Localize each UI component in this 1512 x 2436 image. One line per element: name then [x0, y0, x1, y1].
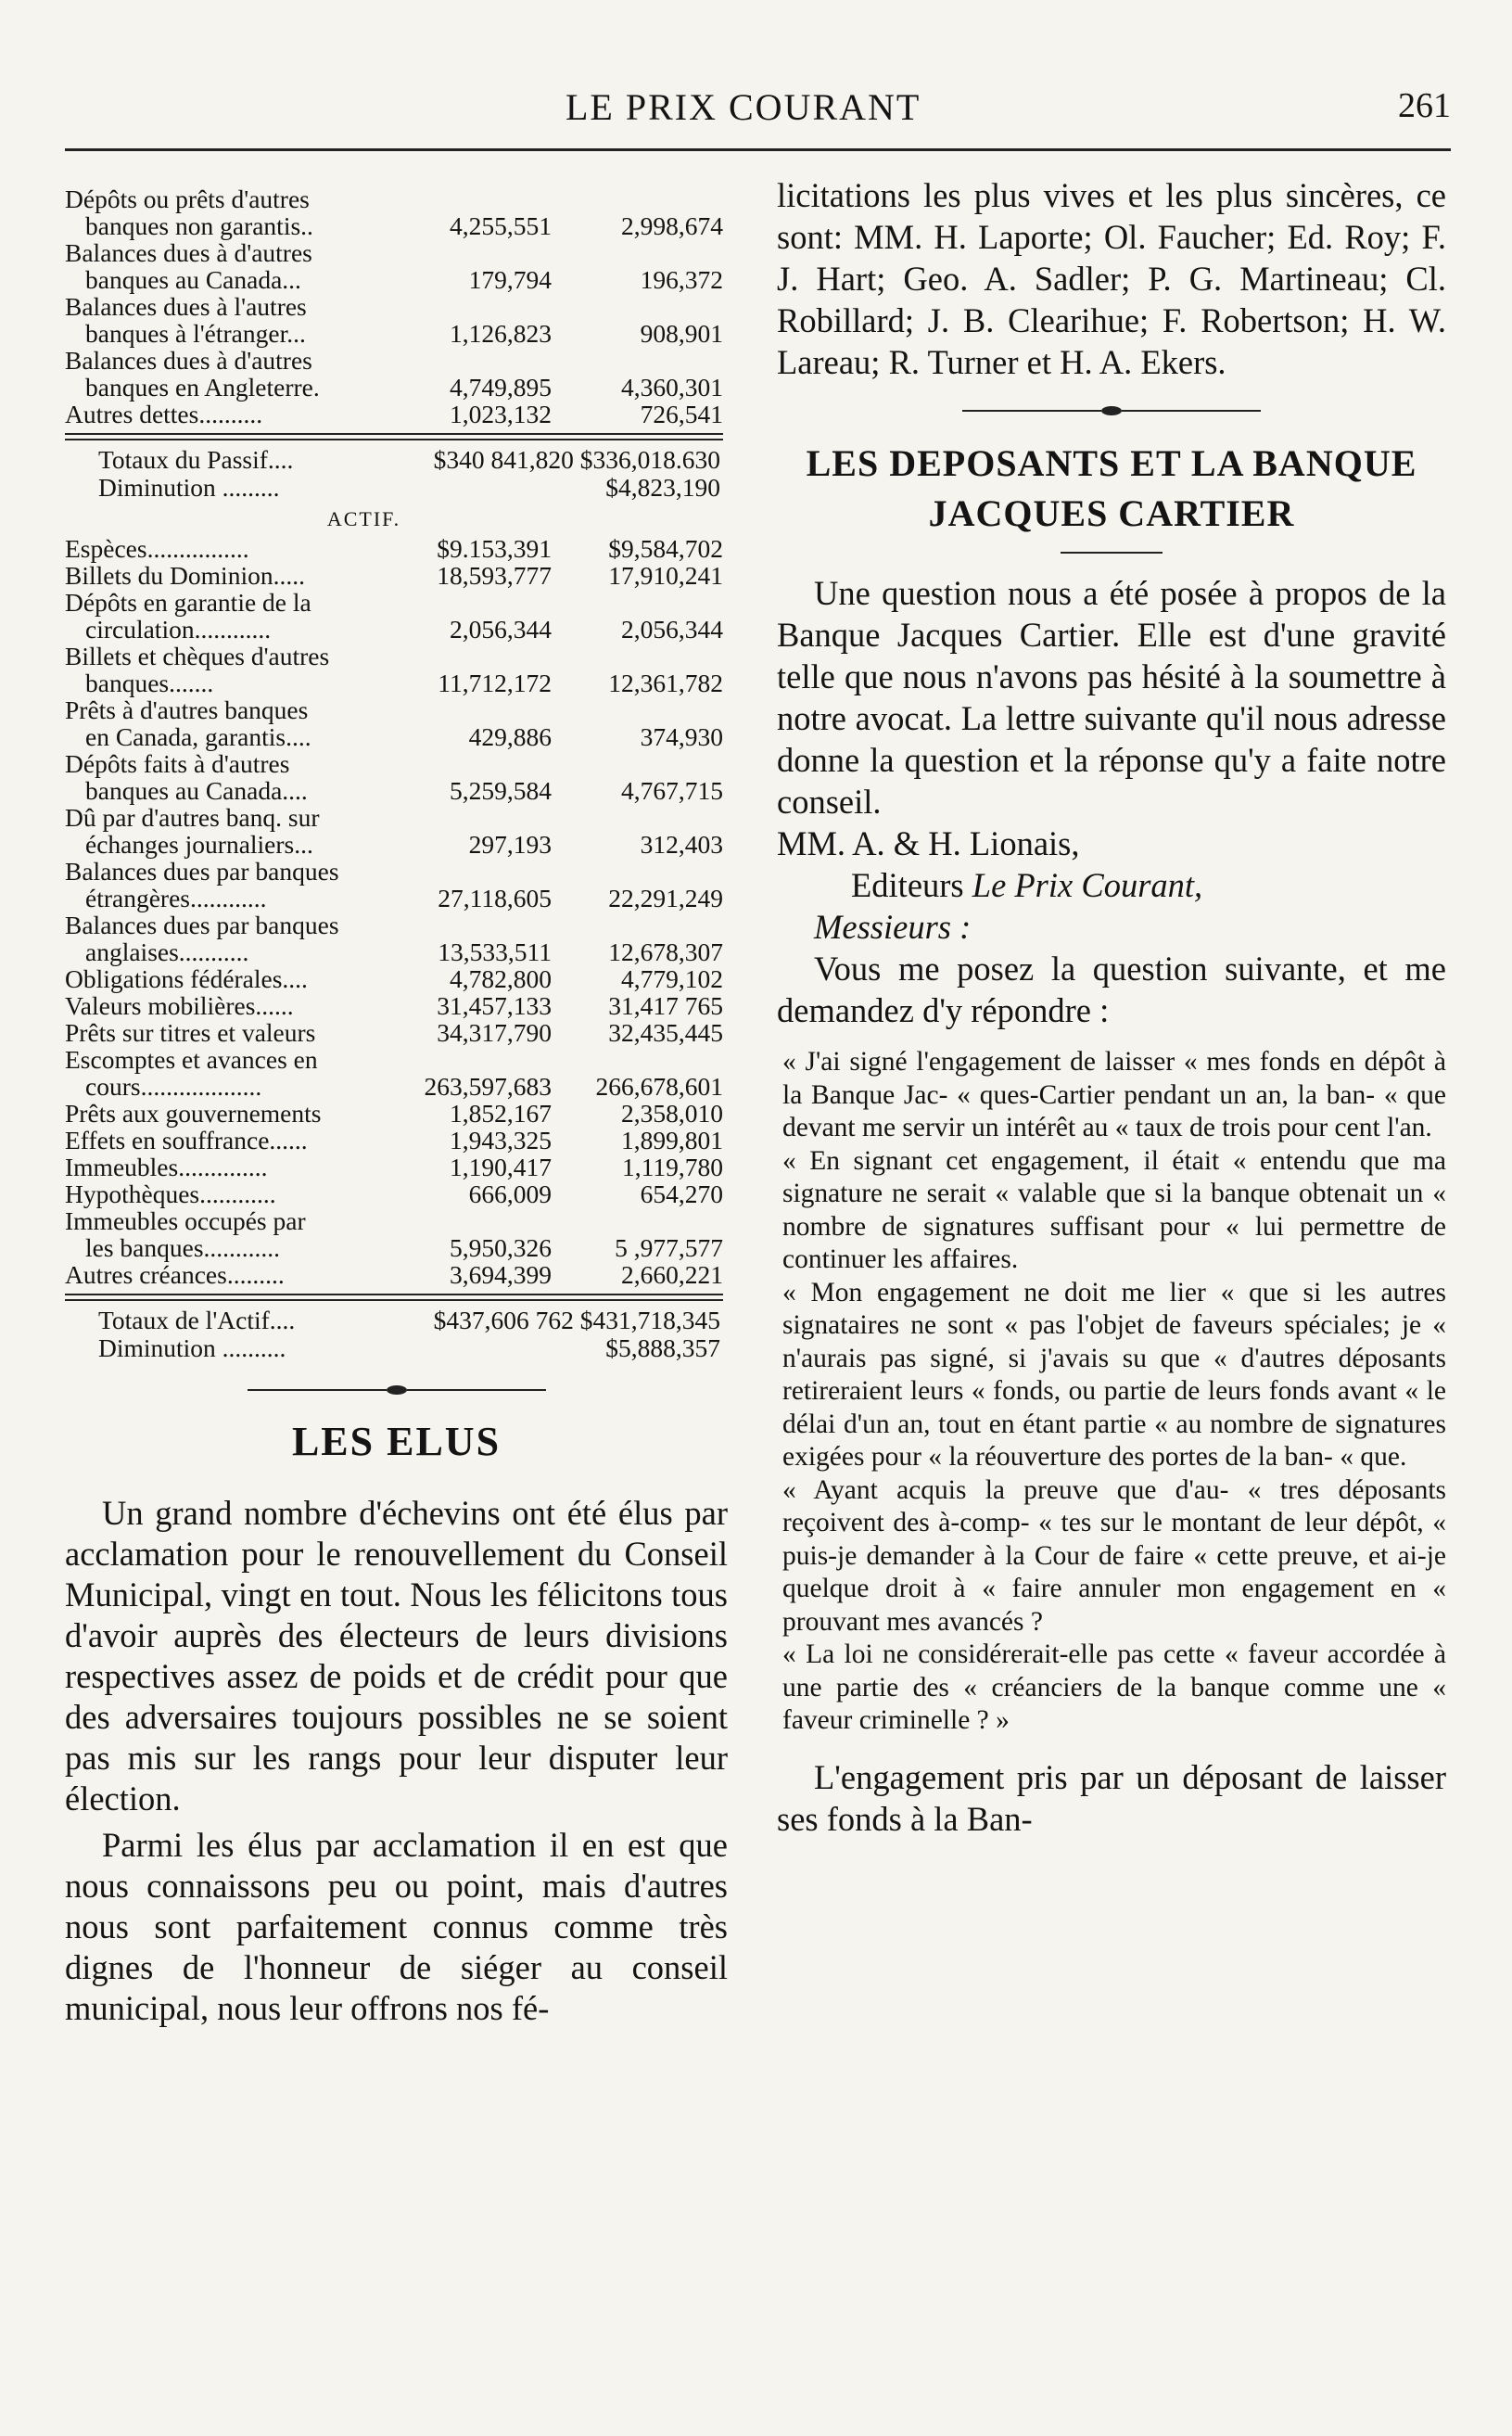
value-current: 2,056,344 [450, 615, 552, 644]
row-label-line: Prêts à d'autres banques [65, 695, 309, 724]
value-previous: 4,360,301 [621, 373, 723, 402]
value-previous: $9,584,702 [608, 534, 723, 563]
value-previous: 908,901 [640, 319, 723, 348]
value-current: 5,259,584 [450, 776, 552, 805]
actif-dim-label: Diminution .......... [98, 1333, 286, 1362]
row-label-line: Obligations fédérales.... [65, 964, 308, 993]
actif-row [65, 589, 728, 643]
ornament-divider [65, 1379, 728, 1401]
row-label-line: Autres dettes.......... [65, 400, 263, 428]
ornament-icon [1101, 406, 1122, 415]
actif-row [65, 804, 728, 858]
section-heading-deposants [777, 439, 1446, 539]
editeurs-title: Le Prix Courant, [972, 866, 1203, 904]
value-current: 263,597,683 [424, 1072, 552, 1101]
row-label [65, 535, 394, 562]
row-label [65, 992, 394, 1019]
ornament-icon [387, 1385, 407, 1395]
row-label-line: Balances dues par banques [65, 911, 339, 939]
value-current: 3,694,399 [450, 1260, 552, 1289]
value-current: 4,255,551 [450, 211, 552, 240]
row-label [65, 1019, 394, 1046]
actif-row [65, 992, 728, 1019]
row-label [65, 858, 394, 912]
short-rule [1061, 552, 1163, 554]
value-current: 5,950,326 [450, 1233, 552, 1262]
actif-row [65, 858, 728, 912]
row-label [65, 1261, 394, 1288]
row-label-line: Immeubles.............. [65, 1153, 268, 1181]
actif-dim-value: $5,888,357 [605, 1333, 720, 1362]
value-current: 1,126,823 [450, 319, 552, 348]
row-label [65, 239, 394, 293]
left-column [65, 185, 728, 2034]
actif-row [65, 965, 728, 992]
row-label [65, 185, 394, 239]
value-previous: 196,372 [640, 265, 723, 294]
editeurs-line [777, 864, 1446, 906]
quoted-letter [777, 1046, 1446, 1738]
row-label-line: Balances dues à d'autres [65, 238, 312, 267]
row-label [65, 1046, 394, 1100]
actif-row [65, 1100, 728, 1127]
passif-row [65, 239, 728, 293]
row-label-line: banques non garantis.. [85, 211, 313, 240]
actif-total-label: Totaux de l'Actif.... [98, 1306, 296, 1334]
total-rule [65, 1294, 723, 1301]
heading-line: JACQUES CARTIER [928, 492, 1295, 534]
row-label-line: Billets et chèques d'autres [65, 642, 330, 670]
value-current: 27,118,605 [438, 884, 552, 912]
addressee: MM. A. & H. Lionais, [777, 824, 1080, 862]
row-label-line: Effets en souffrance...... [65, 1126, 308, 1154]
row-label [65, 696, 394, 750]
total-rule [65, 433, 723, 440]
passif-total-value: $340 841,820 $336,018.630 [433, 445, 720, 474]
closing-body [777, 1756, 1446, 1840]
row-label [65, 1180, 394, 1207]
heading-line: LES DEPOSANTS ET LA BANQUE [806, 442, 1417, 484]
passif-dim-label: Diminution ......... [98, 473, 280, 502]
value-current: 429,886 [468, 722, 552, 751]
row-label-line: Prêts sur titres et valeurs [65, 1018, 316, 1047]
article-paragraph: Vous me posez la question suivante, et me demandez d'y répondre : [777, 950, 1446, 1029]
passif-row [65, 347, 728, 401]
actif-row [65, 1261, 728, 1288]
row-label [65, 562, 394, 589]
value-current: 4,782,800 [450, 964, 552, 993]
row-label-line: Espèces................ [65, 534, 249, 563]
value-current: 1,023,132 [450, 400, 552, 428]
row-label-line: Valeurs mobilières...... [65, 991, 294, 1020]
article-paragraph: L'engagement pris par un déposant de laisser ses fonds à la Ban- [777, 1757, 1446, 1838]
row-label-line: Immeubles occupés par [65, 1206, 306, 1235]
value-previous: 654,270 [640, 1180, 723, 1208]
actif-total [65, 1307, 728, 1334]
row-label [65, 1207, 394, 1261]
value-previous: 726,541 [640, 400, 723, 428]
actif-row [65, 1019, 728, 1046]
passif-row [65, 401, 728, 427]
value-current: 1,943,325 [450, 1126, 552, 1154]
row-label-line: banques à l'étranger... [85, 319, 306, 348]
row-label-line: Hypothèques............ [65, 1180, 276, 1208]
elus-paragraph: Parmi les élus par acclamation il en est que nous connaissons peu ou point, mais d'autres nous sont parfaitement connus comme très dignes de l'honneur de siéger au conseil municipal, nous leur offrons nos fé- [65, 1826, 728, 2027]
row-label-line: circulation............ [85, 615, 272, 644]
value-previous: 2,998,674 [621, 211, 723, 240]
value-current: 1,190,417 [450, 1153, 552, 1181]
value-previous: 22,291,249 [608, 884, 723, 912]
row-label [65, 347, 394, 401]
row-label [65, 804, 394, 858]
actif-row [65, 696, 728, 750]
row-label-line: banques au Canada... [85, 265, 301, 294]
actif-row [65, 750, 728, 804]
row-label-line: Dépôts ou prêts d'autres [65, 185, 310, 213]
salutation: Messieurs : [814, 908, 972, 946]
row-label-line: Dépôts en garantie de la [65, 588, 311, 617]
right-column [777, 174, 1446, 1840]
value-previous: 5 ,977,577 [615, 1233, 723, 1262]
row-label-line: Dépôts faits à d'autres [65, 749, 290, 778]
row-label [65, 589, 394, 643]
actif-total-value: $437,606 762 $431,718,345 [433, 1306, 720, 1334]
row-label-line: les banques............ [85, 1233, 281, 1262]
actif-row [65, 912, 728, 965]
page-number: 261 [1398, 86, 1451, 125]
row-label-line: Dû par d'autres banq. sur [65, 803, 320, 832]
value-previous: 4,767,715 [621, 776, 723, 805]
row-label-line: banques en Angleterre. [85, 373, 320, 402]
row-label-line: Billets du Dominion..... [65, 561, 305, 590]
value-previous: 1,899,801 [621, 1126, 723, 1154]
value-current: 297,193 [468, 830, 552, 859]
actif-diminution [65, 1334, 728, 1362]
quote-paragraph: « La loi ne considérerait-elle pas cette « faveur accordée à une partie des « créanciers de la banque comme une « faveur criminelle ? » [782, 1639, 1446, 1735]
row-label-line: cours................... [85, 1072, 262, 1101]
quote-paragraph: « J'ai signé l'engagement de laisser « mes fonds en dépôt à la Banque Jac- « ques-Cartier pendant un an, la ban- « que devant me servir un intérêt au « taux de trois pour cent l'an. [782, 1047, 1446, 1142]
passif-row [65, 185, 728, 239]
row-label [65, 401, 394, 427]
row-label-line: Balances dues à l'autres [65, 292, 307, 321]
elus-body [65, 1493, 728, 2029]
right-intro [777, 174, 1446, 383]
value-previous: 1,119,780 [622, 1153, 723, 1181]
row-label-line: en Canada, garantis.... [85, 722, 311, 751]
row-label [65, 750, 394, 804]
value-current: 1,852,167 [450, 1099, 552, 1128]
page-header [65, 85, 1451, 141]
journal-title: LE PRIX COURANT [565, 86, 921, 128]
passif-table [65, 185, 728, 427]
actif-row [65, 1180, 728, 1207]
actif-row [65, 643, 728, 696]
row-label-line: banques au Canada.... [85, 776, 308, 805]
value-current: 34,317,790 [437, 1018, 552, 1047]
row-label-line: Autres créances......... [65, 1260, 285, 1289]
row-label [65, 965, 394, 992]
value-previous: 31,417 765 [608, 991, 723, 1020]
header-rule [65, 148, 1451, 151]
passif-row [65, 293, 728, 347]
passif-total [65, 446, 728, 474]
row-label-line: Balances dues à d'autres [65, 346, 312, 375]
value-previous: 17,910,241 [608, 561, 723, 590]
value-current: 666,009 [468, 1180, 552, 1208]
row-label [65, 1154, 394, 1180]
value-previous: 2,358,010 [621, 1099, 723, 1128]
value-previous: 32,435,445 [608, 1018, 723, 1047]
quote-paragraph: « En signant cet engagement, il était « entendu que ma signature ne serait « valable que si la banque obtenait un « nombre de signatures suffisant pour « lui permettre de continuer les affaires. [782, 1145, 1446, 1274]
value-current: 4,749,895 [450, 373, 552, 402]
row-label-line: banques....... [85, 669, 214, 697]
value-previous: 312,403 [640, 830, 723, 859]
article-paragraph: Une question nous a été posée à propos de la Banque Jacques Cartier. Elle est d'une gravité telle que nous n'avons pas hésité à la soumettre à notre avocat. La lettre suivante qu'il nous adresse donne la question et la réponse qu'y a faite notre conseil. [777, 574, 1446, 821]
value-previous: 2,056,344 [621, 615, 723, 644]
row-label [65, 912, 394, 965]
actif-row [65, 1207, 728, 1261]
row-label [65, 1127, 394, 1154]
row-label [65, 293, 394, 347]
row-label [65, 1100, 394, 1127]
row-label [65, 643, 394, 696]
actif-row [65, 562, 728, 589]
quote-paragraph: « Mon engagement ne doit me lier « que si les autres signataires ne sont « pas l'objet de faveurs spéciales; je « n'aurais pas signé, si j'avais su que « d'autres déposants retireraient leurs « fonds, ou partie de leurs fonds avant « le délai d'un an, tout en étant partie « au nombre de signatures exigées pour « la réouverture des portes de la ban- « que. [782, 1277, 1446, 1472]
row-label-line: Balances dues par banques [65, 857, 339, 886]
actif-row [65, 1046, 728, 1100]
actif-row [65, 1154, 728, 1180]
value-current: 18,593,777 [437, 561, 552, 590]
actif-heading: ACTIF. [326, 507, 401, 530]
value-previous: 12,678,307 [608, 937, 723, 966]
row-label-line: Escomptes et avances en [65, 1045, 318, 1074]
intro-paragraph: licitations les plus vives et les plus sincères, ce sont: MM. H. Laporte; Ol. Faucher; Ed. Roy; F. J. Hart; Geo. A. Sadler; P. G. Martineau; Cl. Robillard; J. B. Clearihue; F. Robertson; H. W. Lareau; R. Turner et H. A. Ekers. [777, 176, 1446, 381]
section-heading-elus: LES ELUS [291, 1419, 502, 1464]
row-label-line: échanges journaliers... [85, 830, 313, 859]
passif-diminution [65, 474, 728, 502]
value-current: $9.153,391 [437, 534, 552, 563]
passif-total-label: Totaux du Passif.... [98, 445, 294, 474]
quote-paragraph: « Ayant acquis la preuve que d'au- « tres déposants reçoivent des à-comp- « tes sur le montant de leur dépôt, « puis-je demander à la Cour de faire « cette preuve, et ai-je quelque droit à « faire annuler mon engagement en « prouvant mes avancés ? [782, 1474, 1446, 1637]
editeurs-prefix: Editeurs [851, 866, 972, 904]
value-previous: 374,930 [640, 722, 723, 751]
actif-row [65, 535, 728, 562]
row-label-line: Prêts aux gouvernements [65, 1099, 322, 1128]
value-previous: 4,779,102 [621, 964, 723, 993]
value-current: 11,712,172 [438, 669, 552, 697]
value-previous: 12,361,782 [608, 669, 723, 697]
elus-paragraph: Un grand nombre d'échevins ont été élus par acclamation pour le renouvellement du Conseil Municipal, vingt en tout. Nous les félicitons tous d'avoir auprès des électeurs de leurs divisions respectives assez de poids et de crédit pour que des adversaires toujours possibles ne se soient pas mis sur les rangs pour leur disputer leur élection. [65, 1494, 728, 1817]
actif-row [65, 1127, 728, 1154]
value-current: 13,533,511 [438, 937, 552, 966]
value-current: 31,457,133 [437, 991, 552, 1020]
actif-table [65, 535, 728, 1288]
value-previous: 266,678,601 [595, 1072, 723, 1101]
row-label-line: anglaises........... [85, 937, 249, 966]
deposants-body [777, 572, 1446, 1031]
value-current: 179,794 [468, 265, 552, 294]
ornament-divider [777, 400, 1446, 422]
value-previous: 2,660,221 [621, 1260, 723, 1289]
passif-dim-value: $4,823,190 [605, 473, 720, 502]
row-label-line: étrangères............ [85, 884, 267, 912]
